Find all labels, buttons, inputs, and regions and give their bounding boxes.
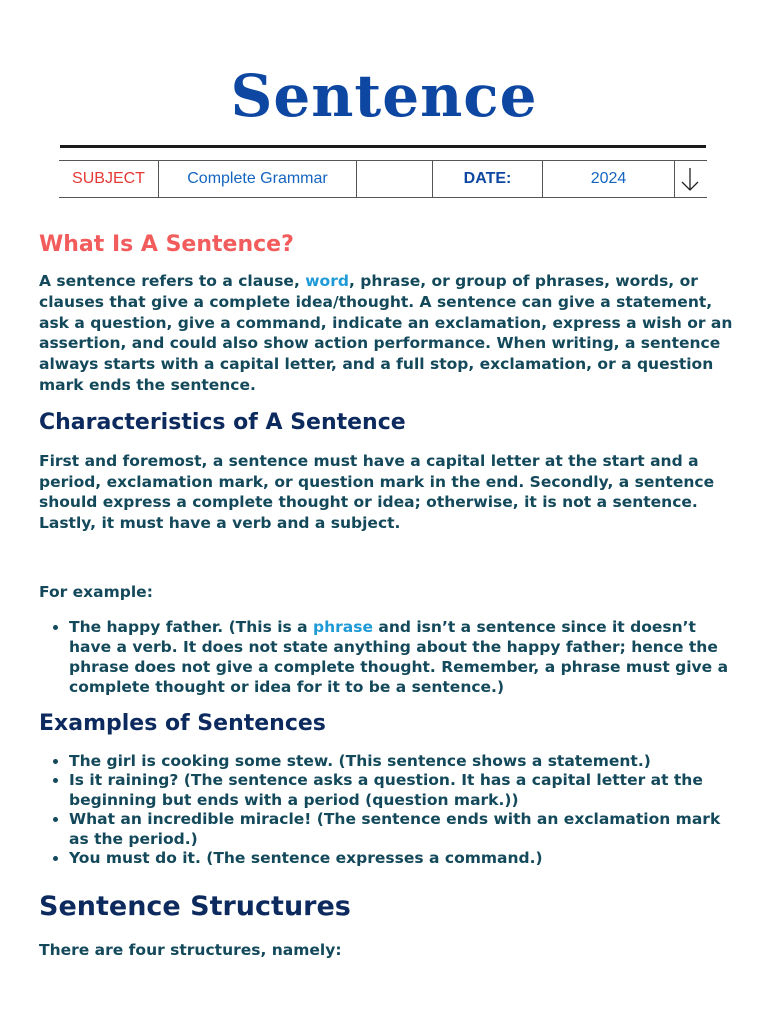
section-heading-what: What Is A Sentence?: [39, 232, 294, 257]
header-divider: [60, 145, 706, 148]
example-list: [39, 617, 734, 697]
subject-value: Complete Grammar: [158, 161, 356, 197]
page-title: Sentence: [230, 62, 538, 130]
subject-date-table: [59, 160, 707, 198]
phrase-link[interactable]: phrase: [313, 617, 373, 636]
list-item: • You must do it. (The sentence expresses a command.): [69, 849, 734, 869]
list-item: • Is it raining? (The sentence asks a question. It has a capital letter at the beginning but ends with a period (question mark.)): [69, 771, 734, 810]
characteristics-paragraph: First and foremost, a sentence must have a capital letter at the start and a period, exclamation mark, or question mark in the end. Secondly, a sentence should express a complete thought or idea; otherwise, it is not a sentence. Lastly, it must have a verb and a subject.: [39, 451, 715, 533]
list-item: • The girl is cooking some stew. (This sentence shows a statement.): [69, 752, 734, 772]
subject-label: SUBJECT: [72, 170, 145, 187]
list-item: • What an incredible miracle! (The sentence ends with an exclamation mark as the period.): [69, 810, 734, 849]
arrow-down-icon: [674, 161, 707, 197]
section-heading-structures: Sentence Structures: [39, 890, 351, 922]
example-label: For example:: [39, 582, 153, 601]
document-body: [39, 232, 734, 961]
section-heading-examples: Examples of Sentences: [39, 710, 326, 736]
date-label: DATE:: [432, 161, 542, 197]
what-paragraph: A sentence refers to a clause, word, phrase, or group of phrases, words, or clauses that give a complete idea/thought. A sentence can give a statement, ask a question, give a command, indicate an exclamation, express a wish or an assertion, and could also show action performance. When writing, a sentence always starts with a capital letter, and a full stop, exclamation, or a question mark ends the sentence.: [39, 272, 733, 394]
list-item: • The happy father. (This is a phrase and isn’t a sentence since it doesn’t have a verb. It does not state anything about the happy father; hence the phrase does not give a complete thought. Remember, a phrase must give a complete thought or idea for it to be a sentence.): [69, 617, 734, 697]
section-heading-characteristics: Characteristics of A Sentence: [39, 409, 406, 435]
date-value: 2024: [542, 161, 674, 197]
examples-list: [39, 752, 734, 869]
word-link[interactable]: word: [305, 272, 349, 290]
blank-cell: [356, 161, 432, 197]
structures-paragraph: There are four structures, namely:: [39, 940, 342, 959]
